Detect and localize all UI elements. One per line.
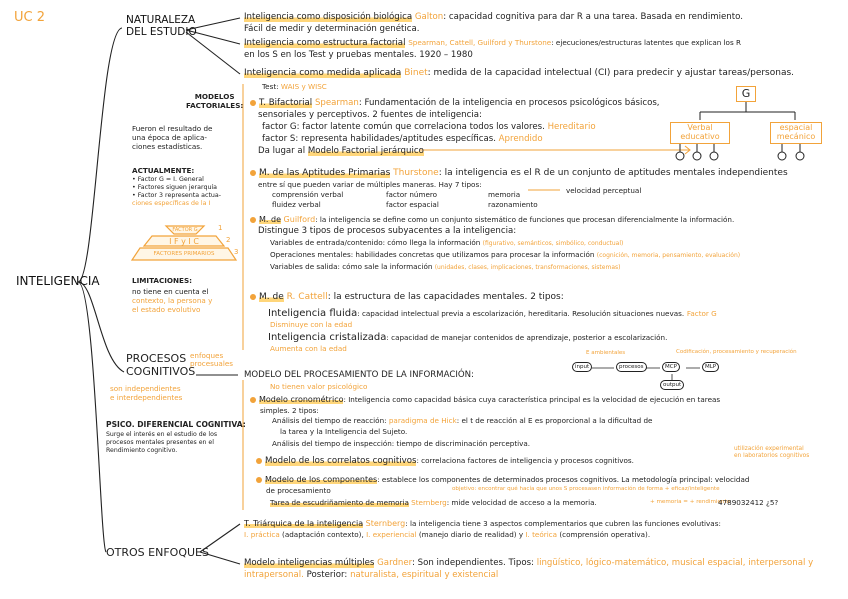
actualmente-list — [132, 176, 221, 208]
aptitude-6: razonamiento — [488, 200, 538, 209]
guilford-author: Guilford — [283, 215, 316, 224]
thurstone-text: : la inteligencia es el R de un conjunto de aptitudes mentales independientes — [438, 168, 788, 178]
crist-head: Inteligencia cristalizada — [268, 332, 387, 343]
comp-text: : establece los componentes de determinados procesos cognitivos. La metodología principal: velocidad — [377, 475, 750, 484]
bullet-icon — [250, 217, 256, 223]
tarea-num: 4789032412 ¿5? — [718, 498, 779, 507]
modelos-note — [132, 124, 212, 151]
otros-title: OTROS ENFOQUES — [106, 546, 209, 559]
limitaciones-title: LIMITACIONES: — [132, 276, 193, 285]
tri-types — [244, 530, 650, 539]
pyramid-mid: I F y I C — [169, 237, 199, 246]
bullet-icon — [250, 100, 256, 106]
tri-line — [244, 518, 721, 529]
tarea-line — [270, 498, 597, 507]
fluida-head: Inteligencia fluida — [268, 308, 358, 319]
guilford-text: : la inteligencia se define como un conjunto sistemático de funciones que procesan diferencialmente la información. — [315, 215, 735, 224]
diagram-verbal-box — [670, 122, 730, 144]
comp-line — [256, 474, 749, 485]
reac-head: Análisis del tiempo de reacción: — [272, 416, 387, 425]
bullet-icon — [250, 397, 256, 403]
actualmente-l1: • Factor G = I. General — [132, 176, 204, 183]
corr-tag-2: en laboratorios cognitivos — [734, 453, 810, 459]
psico-3: Rendimiento cognitivo. — [106, 447, 178, 454]
mult-types2: intrapersonal. — [244, 570, 304, 580]
fact-line — [244, 38, 741, 49]
crono-text2: simples. 2 tipos: — [260, 406, 319, 415]
fluida-sub: Disminuye con la edad — [270, 320, 353, 329]
mult-line — [244, 558, 813, 569]
bifactorial-text: : Fundamentación de la inteligencia en procesos psicológicos básicos, — [358, 98, 660, 108]
tri-author: Sternberg — [365, 519, 406, 528]
comp-tag: objetivo: encontrar qué hacía que unos S procesasen información de forma + eficaz/inteligente — [452, 486, 720, 492]
modelos-note-3: ciones estadísticas. — [132, 142, 203, 151]
fact-head: Inteligencia como estructura factorial — [244, 38, 406, 48]
tri-e: I. experiencial — [366, 530, 417, 539]
actualmente-l2: • Factores siguen jerarquía — [132, 184, 218, 191]
naturaleza-title — [126, 14, 197, 38]
modelos-label — [186, 92, 243, 110]
diagram-verbal-2: educativo — [680, 132, 720, 141]
corr-tag — [734, 446, 809, 460]
pyramid-num-1: 1 — [218, 224, 223, 232]
thurstone-line — [250, 168, 788, 179]
bifactorial-head: T. Bifactorial — [259, 98, 313, 108]
cattell-text: : la estructura de las capacidades mentales. 2 tipos: — [327, 292, 564, 302]
cattell-author: R. Cattell — [286, 292, 328, 302]
tri-text: : la inteligencia tiene 3 aspectos complementarios que cubren las funciones evolutivas: — [405, 519, 721, 528]
modelo-head: MODELO DEL PROCESAMIENTO DE LA INFORMACIÓN: — [244, 370, 474, 380]
procesos-sub-1: son independientes — [110, 384, 181, 393]
pyramid-bottom: FACTORES PRIMARIOS — [153, 251, 215, 257]
psico-title: PSICO. DIFERENCIAL COGNITIVA: — [106, 420, 246, 429]
bifactorial-text2: sensoriales y perceptivos. 2 fuentes de inteligencia: — [258, 110, 482, 120]
psico-text — [106, 431, 217, 455]
actualmente-title: ACTUALMENTE: — [132, 166, 195, 175]
var2: Operaciones mentales: habilidades concretas que utilizamos para procesar la información — [270, 250, 595, 259]
bio-line — [244, 12, 743, 23]
crono-head: Modelo cronométrico — [259, 395, 344, 404]
limitaciones-l3: el estado evolutivo — [132, 305, 201, 314]
var1-line — [270, 238, 623, 248]
cattell-line — [250, 292, 564, 303]
modelos-note-2: una época de aplica- — [132, 133, 208, 142]
pyramid-top: FACTOR G — [172, 227, 198, 233]
fluida-text: : capacidad intelectual previa a escolarización, hereditaria. Resolución situaciones nuevas. — [357, 309, 685, 318]
corr-text: : correlaciona factores de inteligencia y procesos cognitivos. — [416, 456, 634, 465]
aptitude-5: memoria — [488, 190, 521, 199]
factor-g-tag: Hereditario — [547, 122, 596, 132]
posterior-label: Posterior: — [306, 570, 348, 580]
apl-line — [244, 68, 794, 79]
naturaleza-title-1: NATURALEZA — [126, 14, 196, 26]
var2-line — [270, 250, 740, 260]
diagram-g-box: G — [736, 86, 756, 102]
bio-author: Galton — [414, 12, 444, 22]
crono-text: : Inteligencia como capacidad básica cuya característica principal es la velocidad de ejecución en tareas — [343, 395, 721, 404]
bio-text: : capacidad cognitiva para dar R a una tarea. Basada en rendimiento. — [443, 12, 743, 22]
tri-p-text: (adaptación contexto), — [282, 530, 364, 539]
bifactorial-line — [250, 98, 660, 109]
thurstone-author: Thurstone — [393, 168, 439, 178]
tri-head: T. Triárquica de la inteligencia — [244, 519, 364, 528]
mult-author: Gardner — [377, 558, 413, 568]
reac-line — [272, 416, 652, 425]
fact-text2: en los S en los Test y pruebas mentales. 1920 – 1980 — [244, 50, 473, 60]
tri-t: I. teórica — [525, 530, 558, 539]
apl-author: Binet — [404, 68, 428, 78]
comp-text2: de procesamiento — [266, 486, 331, 495]
limitaciones-list — [132, 287, 212, 314]
var1-tag: (figurativo, semánticos, simbólico, conductual) — [482, 240, 624, 247]
insp: Análisis del tiempo de inspección: tiempo de discriminación perceptiva. — [272, 439, 531, 448]
flow-input: input — [572, 362, 592, 372]
bifactorial-author: Spearman — [314, 98, 359, 108]
flow-mcp: MCP — [662, 362, 680, 372]
test-line — [262, 82, 327, 91]
posterior-line — [244, 570, 498, 581]
procesos-title — [126, 352, 195, 378]
flow-amb: E ambientales — [586, 350, 626, 356]
psico-1: Surge el interés en el estudio de los — [106, 431, 218, 438]
var1: Variables de entrada/contenido: cómo llega la información — [270, 238, 481, 247]
guilford-head: M. de — [259, 215, 281, 224]
naturaleza-title-2: DEL ESTUDIO — [126, 26, 197, 38]
pyramid-num-2: 2 — [226, 236, 231, 244]
factor-s-tag: Aprendido — [498, 134, 543, 144]
mult-types: lingüístico, lógico-matemático, musical espacial, interpersonal y — [536, 558, 814, 568]
factor-s-line — [262, 134, 543, 145]
tri-e-text: (manejo diario de realidad) y — [418, 530, 524, 539]
thurstone-text2: entre sí que pueden variar de múltiples maneras. Hay 7 tipos: — [258, 180, 482, 189]
var3-line — [270, 262, 620, 272]
corr-head: Modelo de los correlatos cognitivos — [265, 456, 417, 466]
diagram-espacial-2: mecánico — [776, 132, 816, 141]
tarea-tag: + memoria = + rendimiento — [650, 499, 731, 505]
tarea-text: : mide velocidad de acceso a la memoria. — [446, 498, 597, 507]
tarea-head: Tarea de escudriñamiento de memoria — [270, 498, 409, 507]
tri-t-text: (comprensión operativa). — [559, 530, 651, 539]
bullet-icon — [256, 477, 262, 483]
flow-mlp: MLP — [702, 362, 719, 372]
diagram-verbal-1: Verbal — [687, 123, 713, 132]
no-valor: No tienen valor psicológico — [270, 382, 368, 391]
var2-tag: (cognición, memoria, pensamiento, evaluación) — [596, 252, 741, 259]
bullet-icon — [250, 294, 256, 300]
diagram-espacial-box — [770, 122, 822, 144]
psico-2: procesos mentales presentes en el — [106, 439, 214, 446]
apl-text: : medida de la capacidad intelectual (CI) para predecir y ajustar tareas/personas. — [427, 68, 795, 78]
cattell-head: M. de — [259, 292, 284, 302]
tarea-author: Sternberg — [411, 498, 447, 507]
aptitude-7: velocidad perceptual — [566, 186, 642, 195]
fluida-line — [268, 308, 717, 320]
aptitude-3: factor número — [386, 190, 438, 199]
fact-authors: Spearman, Cattell, Guilford y Thurstone — [408, 38, 552, 47]
var3: Variables de salida: cómo sale la información — [270, 262, 433, 271]
flow-cod: Codificación, procesamiento y recuperación — [676, 349, 797, 355]
fluida-tag: Factor G — [686, 309, 717, 318]
limitaciones-l1: no tiene en cuenta el — [132, 287, 209, 296]
tri-p: I. práctica — [244, 530, 280, 539]
factor-g: factor G: factor latente común que correlaciona todos los valores. — [262, 122, 545, 132]
crono-line — [250, 394, 720, 405]
procesos-sub — [110, 384, 182, 402]
procesos-title-2: COGNITIVOS — [126, 365, 196, 378]
guilford-text2: Distingue 3 tipos de procesos subyacentes a la inteligencia: — [258, 226, 517, 236]
comp-head: Modelo de los componentes — [265, 475, 378, 484]
var3-tag: (unidades, clases, implicaciones, transformaciones, sistemas) — [434, 264, 621, 271]
guilford-line — [250, 214, 734, 225]
crist-sub: Aumenta con la edad — [270, 344, 347, 353]
factor-g-line — [262, 122, 596, 133]
aptitude-1: comprensión verbal — [272, 190, 344, 199]
crist-text: : capacidad de manejar contenidos de aprendizaje, posterior a escolarización. — [386, 333, 668, 342]
corr-line — [256, 456, 634, 467]
reac-text2: la tarea y la Inteligencia del Sujeto. — [280, 427, 408, 436]
thurstone-head: M. de las Aptitudes Primarias — [259, 168, 391, 178]
corr-tag-1: utilización experimental — [734, 446, 804, 452]
root-label: INTELIGENCIA — [16, 274, 100, 288]
flow-proc: procesos — [616, 362, 647, 372]
flow-output: output — [660, 380, 684, 390]
lugar-text: Da lugar al — [258, 146, 306, 156]
pyramid-num-3: 3 — [234, 248, 239, 256]
diagram-espacial-1: espacial — [779, 123, 813, 132]
mult-head: Modelo inteligencias múltiples — [244, 558, 375, 568]
fact-text: : ejecuciones/estructuras latentes que explican los R — [551, 38, 741, 47]
limitaciones-l2: contexto, la persona y — [132, 296, 213, 305]
lugar-line — [258, 146, 424, 157]
bullet-icon — [256, 458, 262, 464]
page-code: UC 2 — [14, 10, 45, 25]
procesos-tag: enfoques procesuales — [190, 351, 233, 368]
bio-head: Inteligencia como disposición biológica — [244, 12, 413, 22]
aptitude-4: factor espacial — [386, 200, 439, 209]
actualmente-l3: • Factor 3 representa actua- — [132, 192, 222, 199]
factor-s: factor S: representa habilidades/aptitudes específicas. — [262, 134, 496, 144]
bullet-icon — [250, 170, 256, 176]
test-value: WAIS y WISC — [280, 82, 327, 91]
modelos-note-1: Fueron el resultado de — [132, 124, 213, 133]
modelos-label-1: MODELOS — [194, 92, 235, 101]
lugar-em: Modelo Factorial jerárquico — [307, 146, 424, 156]
apl-head: Inteligencia como medida aplicada — [244, 68, 402, 78]
posterior-types: naturalista, espiritual y existencial — [350, 570, 499, 580]
crist-line — [268, 332, 667, 344]
aptitude-2: fluidez verbal — [272, 200, 321, 209]
actualmente-l4: ciones específicas de la I — [132, 200, 211, 207]
mult-text: : Son independientes. Tipos: — [412, 558, 534, 568]
modelos-label-2: FACTORIALES: — [186, 101, 244, 110]
reac-tag: paradigma de Hick — [388, 416, 457, 425]
procesos-title-1: PROCESOS — [126, 352, 187, 365]
procesos-sub-2: e interdependientes — [110, 393, 183, 402]
reac-text: : el t de reacción al E es proporcional a la dificultad de — [456, 416, 653, 425]
bio-text2: Fácil de medir y determinación genética. — [244, 24, 420, 34]
test-label: Test: — [262, 82, 279, 91]
